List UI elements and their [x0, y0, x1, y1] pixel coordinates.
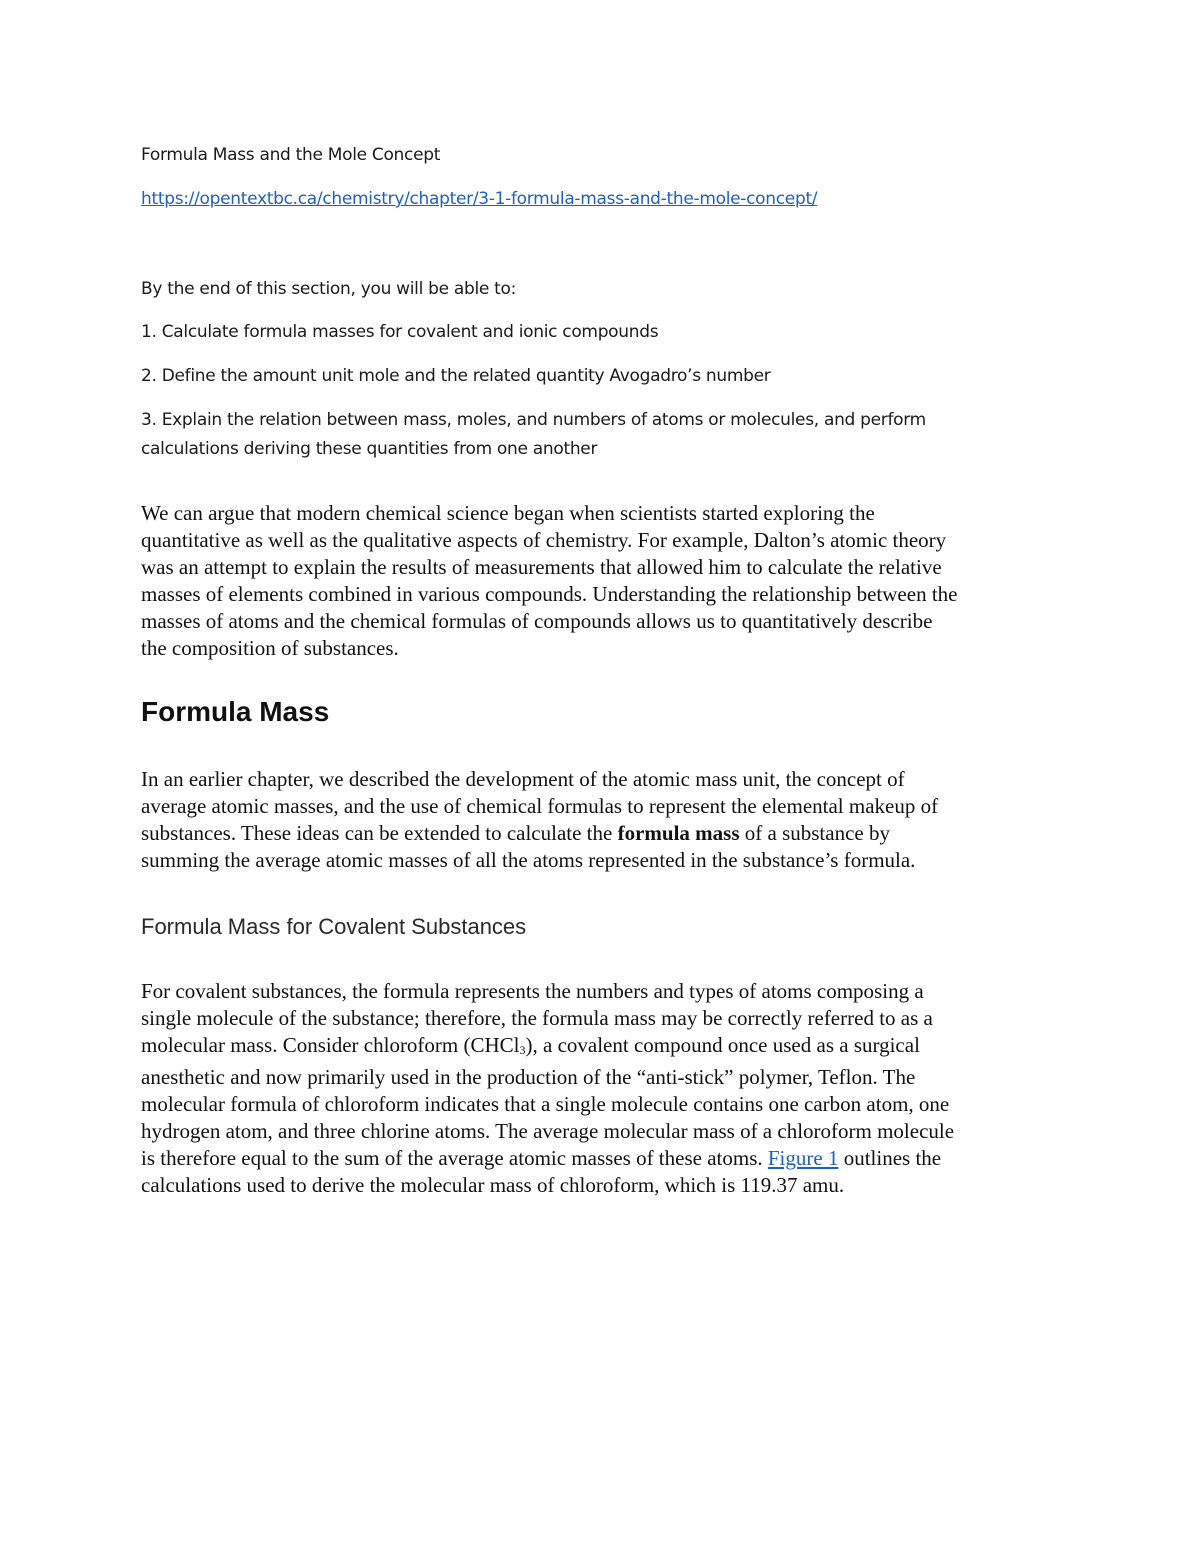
bold-term: formula mass [617, 821, 740, 845]
paragraph-line: masses of atoms and the chemical formulas of compounds allows us to quantitatively describe [141, 609, 933, 633]
objective-item-3 [141, 410, 926, 430]
objectives-intro: By the end of this section, you will be able to: [141, 279, 517, 299]
paragraph-line: molecular formula of chloroform indicates that a single molecule contains one carbon atom, one [141, 1092, 950, 1116]
objective-number: 3. [141, 410, 157, 430]
paragraph-line: summing the average atomic masses of all the atoms represented in the substance’s formula. [141, 848, 916, 872]
paragraph-line: average atomic masses, and the use of chemical formulas to represent the elemental makeup of [141, 794, 939, 818]
objective-item-1 [141, 322, 658, 342]
subscript: 3 [519, 1043, 526, 1057]
text-run: molecular mass. Consider chloroform (CHCl [141, 1033, 520, 1057]
paragraph-line: In an earlier chapter, we described the development of the atomic mass unit, the concept of [141, 767, 905, 791]
text-run: outlines the [838, 1146, 942, 1170]
source-link[interactable]: https://opentextbc.ca/chemistry/chapter/3-1-formula-mass-and-the-mole-concept/ [141, 189, 818, 209]
paragraph-line: We can argue that modern chemical science began when scientists started exploring the [141, 501, 875, 525]
paragraph-line: calculations used to derive the molecular mass of chloroform, which is 119.37 amu. [141, 1173, 845, 1197]
paragraph-line: the composition of substances. [141, 636, 399, 660]
covalent-paragraph [141, 978, 1071, 1199]
text-run: ), a covalent compound once used as a surgical [525, 1033, 920, 1057]
paragraph-line [141, 1032, 1071, 1064]
paragraph-line: was an attempt to explain the results of measurements that allowed him to calculate the relative [141, 555, 942, 579]
paragraph-line [141, 1145, 1071, 1172]
figure-1-link[interactable]: Figure 1 [767, 1146, 839, 1170]
section-heading: Formula Mass [141, 696, 330, 727]
paragraph-line: quantitative as well as the qualitative aspects of chemistry. For example, Dalton’s atomic theory [141, 528, 947, 552]
intro-paragraph [141, 500, 1071, 662]
text-run: of a substance by [739, 821, 890, 845]
subsection-heading: Formula Mass for Covalent Substances [141, 914, 527, 939]
objective-number: 2. [141, 366, 157, 386]
document-title: Formula Mass and the Mole Concept [141, 145, 441, 165]
text-run: is therefore equal to the sum of the average atomic masses of these atoms. [141, 1146, 768, 1170]
objective-number: 1. [141, 322, 157, 342]
paragraph-line: masses of elements combined in various compounds. Understanding the relationship between the [141, 582, 958, 606]
objective-text: Explain the relation between mass, moles, and numbers of atoms or molecules, and perform [156, 410, 926, 430]
objective-text: Define the amount unit mole and the related quantity Avogadro’s number [156, 366, 771, 386]
paragraph-line: anesthetic and now primarily used in the production of the “anti-stick” polymer, Teflon. The [141, 1065, 916, 1089]
paragraph-line: For covalent substances, the formula represents the numbers and types of atoms composing a [141, 979, 924, 1003]
text-run: substances. These ideas can be extended to calculate the [141, 821, 618, 845]
paragraph-line: single molecule of the substance; therefore, the formula mass may be correctly referred to as a [141, 1006, 933, 1030]
formula-mass-paragraph [141, 766, 1071, 874]
paragraph-line: hydrogen atom, and three chlorine atoms. The average molecular mass of a chloroform molecule [141, 1119, 955, 1143]
objective-text: Calculate formula masses for covalent and ionic compounds [156, 322, 659, 342]
paragraph-line [141, 820, 1071, 847]
objective-item-2 [141, 366, 770, 386]
objective-item-3-continuation: calculations deriving these quantities from one another [141, 439, 598, 459]
